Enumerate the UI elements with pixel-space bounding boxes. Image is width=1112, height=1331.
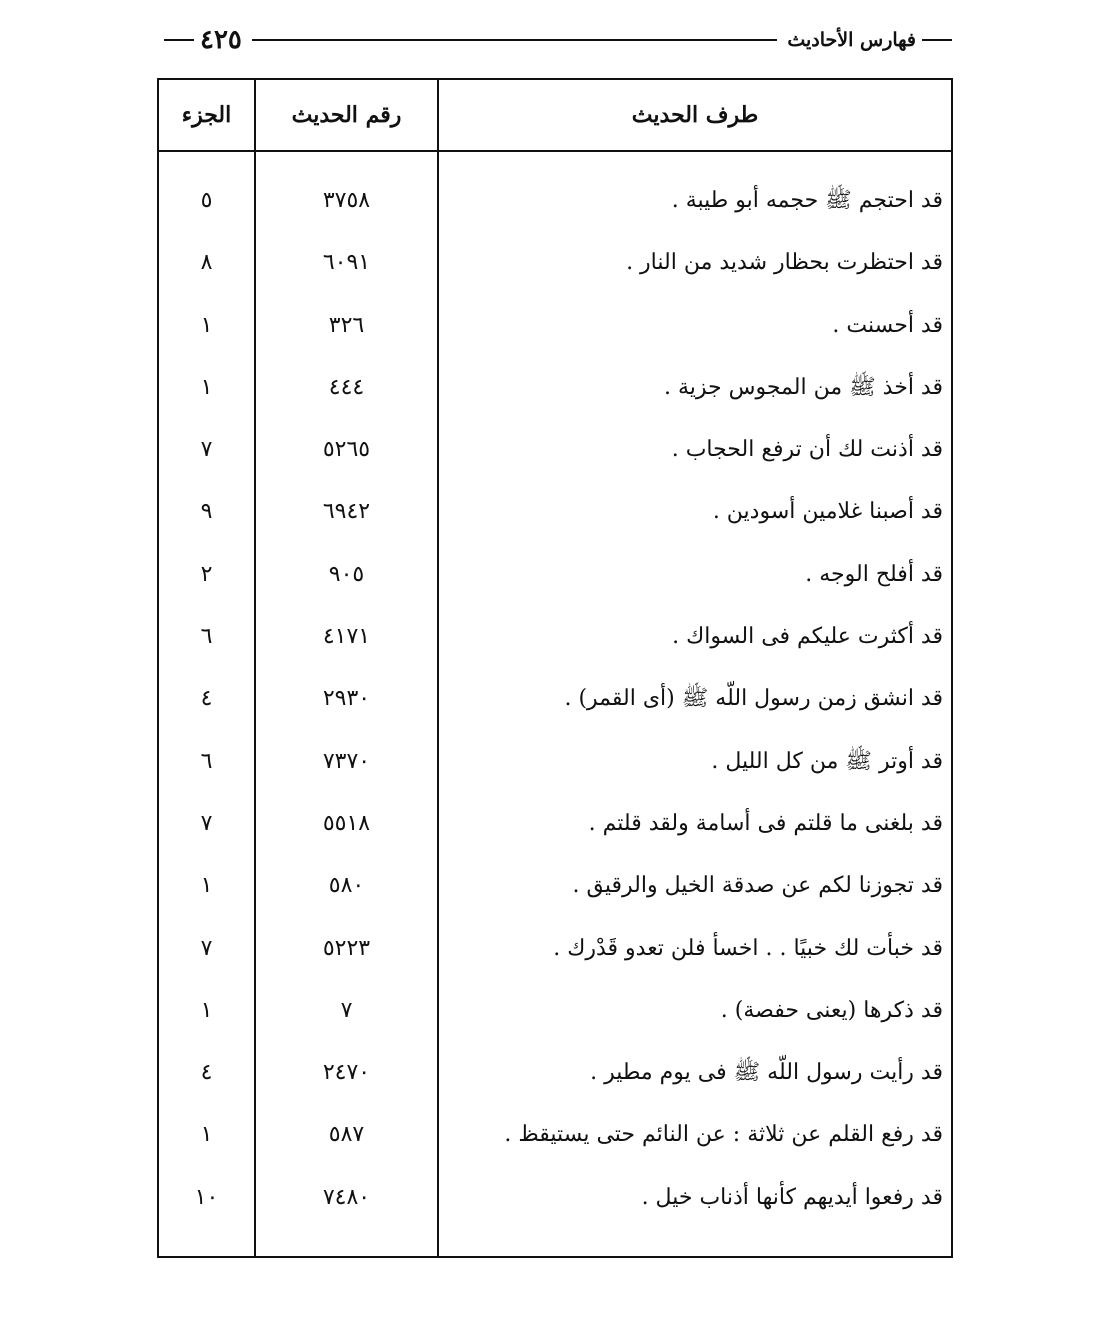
hadith-text: قد ذكرها (يعنى حفصة) . [720, 997, 943, 1023]
table-row [159, 170, 951, 232]
header-dash-right [922, 39, 952, 41]
table-row [159, 419, 951, 481]
column-header-number: رقم الحديث [291, 102, 402, 128]
hadith-text: قد أوتر ﷺ من كل الليل . [711, 748, 943, 774]
table-row [159, 980, 951, 1042]
header-rule [252, 39, 777, 41]
table-row [159, 731, 951, 793]
table-row [159, 918, 951, 980]
hadith-text: قد أفلح الوجه . [805, 561, 943, 587]
column-header-text: طرف الحديث [631, 102, 759, 128]
hadith-number: ٣٧٥٨ [322, 188, 371, 213]
table-row [159, 544, 951, 606]
volume-number: ٢ [200, 561, 213, 587]
hadith-number: ٦٩٤٢ [322, 499, 371, 525]
volume-number: ١ [200, 374, 213, 400]
volume-number: ٦ [200, 624, 213, 650]
table-row [159, 1104, 951, 1166]
volume-number: ٧ [200, 935, 213, 961]
volume-number: ٩ [200, 499, 213, 525]
hadith-text: قد انشق زمن رسول اللّه ﷺ (أى القمر) . [564, 686, 943, 712]
hadith-text: قد رأيت رسول اللّه ﷺ فى يوم مطير . [590, 1060, 943, 1086]
table-row [159, 606, 951, 668]
table-row [159, 481, 951, 543]
hadith-number: ٣٢٦ [328, 312, 365, 338]
volume-number: ١٠ [194, 1184, 219, 1210]
hadith-text: قد تجوزنا لكم عن صدقة الخيل والرقيق . [572, 873, 943, 899]
hadith-number: ٥٨٠ [328, 873, 365, 899]
volume-number: ٨ [200, 250, 213, 276]
hadith-number: ٧٤٨٠ [322, 1184, 371, 1210]
table-row [159, 232, 951, 294]
hadith-text: قد أحسنت . [832, 312, 943, 338]
volume-number: ١ [200, 873, 213, 899]
hadith-text: قد بلغنى ما قلتم فى أسامة ولقد قلتم . [588, 810, 943, 836]
column-header-volume: الجزء [181, 102, 232, 128]
table-body [159, 170, 951, 1229]
hadith-text: قد خبأت لك خبيًا . . اخسأ فلن تعدو قَدْرك . [553, 935, 943, 961]
hadith-number: ٢٤٧٠ [322, 1060, 371, 1086]
volume-number: ٧ [200, 437, 213, 463]
volume-number: ٤ [200, 686, 213, 712]
hadith-number: ٥٢٦٥ [322, 437, 371, 463]
table-header [159, 80, 951, 152]
hadith-number: ٤١٧١ [322, 624, 371, 650]
volume-number: ١ [200, 312, 213, 338]
table-row [159, 793, 951, 855]
hadith-number: ٥٥١٨ [322, 810, 371, 836]
hadith-number: ٥٨٧ [328, 1122, 365, 1148]
table-row [159, 357, 951, 419]
hadith-number: ٥٢٢٣ [322, 935, 371, 961]
volume-number: ٥ [200, 188, 213, 213]
hadith-text: قد أصبنا غلامين أسودين . [712, 499, 943, 525]
hadith-number: ٧ [340, 997, 353, 1023]
running-header [158, 22, 958, 58]
hadith-number: ٢٩٣٠ [322, 686, 371, 712]
hadith-text: قد احتظرت بحظار شديد من النار . [626, 250, 943, 276]
table-row [159, 668, 951, 730]
table-row [159, 855, 951, 917]
volume-number: ١ [200, 997, 213, 1023]
hadith-number: ٧٣٧٠ [322, 748, 371, 774]
hadith-text: قد أكثرت عليكم فى السواك . [672, 624, 943, 650]
section-title: فهارس الأحاديث [787, 29, 916, 51]
page-number: ٤٢٥ [200, 25, 242, 55]
hadith-text: قد أذنت لك أن ترفع الحجاب . [671, 437, 943, 463]
hadith-number: ٤٤٤ [328, 374, 365, 400]
table-row [159, 1042, 951, 1104]
header-dash-left [164, 39, 194, 41]
hadith-number: ٩٠٥ [328, 561, 365, 587]
hadith-index-table [157, 78, 953, 1258]
volume-number: ٦ [200, 748, 213, 774]
table-row [159, 295, 951, 357]
hadith-text: قد أخذ ﷺ من المجوس جزية . [664, 374, 943, 400]
hadith-text: قد احتجم ﷺ حجمه أبو طيبة . [671, 188, 943, 213]
volume-number: ١ [200, 1122, 213, 1148]
table-row [159, 1167, 951, 1229]
hadith-text: قد رفع القلم عن ثلاثة : عن النائم حتى يستيقظ . [504, 1122, 943, 1148]
volume-number: ٧ [200, 810, 213, 836]
hadith-number: ٦٠٩١ [322, 250, 371, 276]
volume-number: ٤ [200, 1060, 213, 1086]
hadith-text: قد رفعوا أيديهم كأنها أذناب خيل . [641, 1184, 943, 1210]
